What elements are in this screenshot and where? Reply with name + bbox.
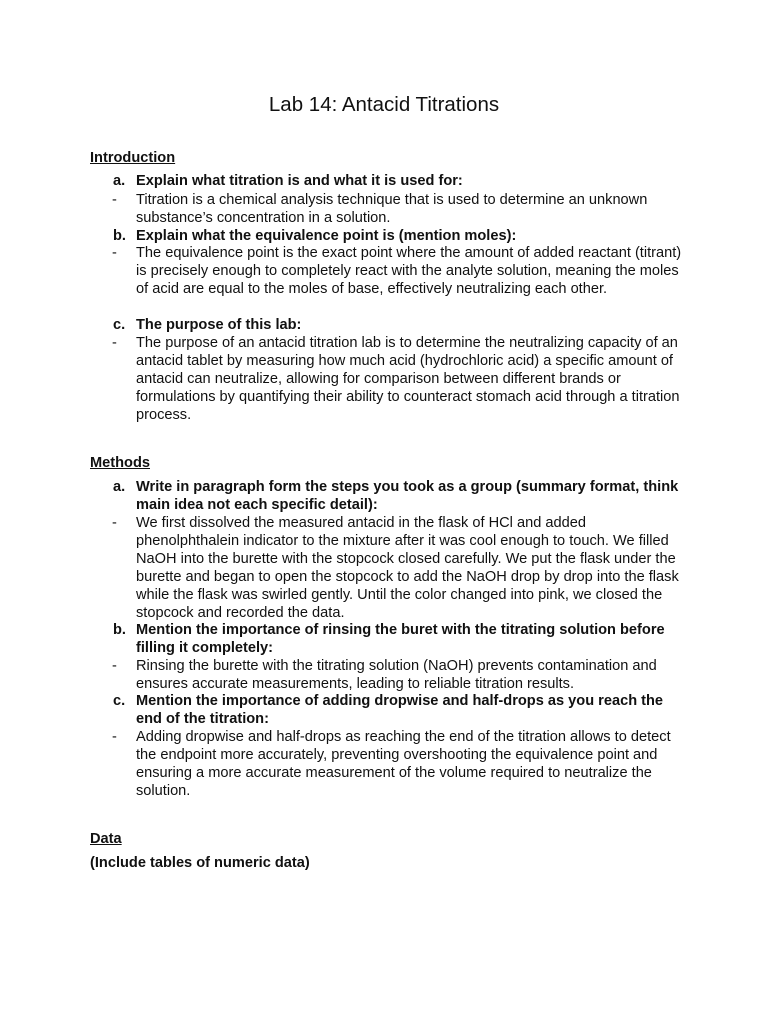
answer-text: The purpose of an antacid titration lab is to determine the neutralizing capacity of an antacid tablet by measuring how much acid (hydrochloric acid) a specific amount of antacid can neutralize, allowing for comparison between different brands or formulations by quantifying their ability to counteract stomach acid through a titration process.	[136, 335, 680, 423]
question-text: Mention the importance of adding dropwise and half-drops as you reach the end of the titration:	[136, 693, 664, 727]
bullet-dash: -	[112, 515, 117, 531]
answer-item	[90, 658, 690, 694]
section-heading-introduction: Introduction	[90, 150, 176, 166]
data-note: (Include tables of numeric data)	[90, 855, 310, 871]
list-marker: a.	[113, 173, 126, 189]
answer-item	[90, 729, 690, 801]
question-item	[90, 622, 690, 658]
question-text: The purpose of this lab:	[136, 317, 302, 333]
answer-item	[90, 335, 690, 425]
question-item	[90, 228, 690, 246]
list-marker: a.	[113, 479, 126, 495]
section-heading-methods: Methods	[90, 455, 150, 471]
answer-text: The equivalence point is the exact point where the amount of added reactant (titrant) is precisely enough to completely react with the analyte solution, meaning the moles of acid are equal to the moles of base, effectively neutralizing each other.	[136, 245, 682, 297]
answer-item	[90, 245, 690, 299]
answer-text: Titration is a chemical analysis technique that is used to determine an unknown substance’s concentration in a solution.	[136, 192, 648, 226]
question-item	[90, 479, 690, 515]
list-marker: c.	[113, 317, 126, 333]
answer-text: Rinsing the burette with the titrating solution (NaOH) prevents contamination and ensures accurate measurements, leading to reliable titration results.	[136, 658, 657, 692]
bullet-dash: -	[112, 192, 117, 208]
bullet-dash: -	[112, 729, 117, 745]
bullet-dash: -	[112, 245, 117, 261]
list-marker: b.	[113, 622, 126, 638]
page-title: Lab 14: Antacid Titrations	[268, 93, 500, 116]
question-text: Mention the importance of rinsing the buret with the titrating solution before filling it completely:	[136, 622, 665, 656]
question-item	[90, 173, 690, 191]
answer-text: Adding dropwise and half-drops as reaching the end of the titration allows to detect the endpoint more accurately, preventing overshooting the equivalence point and ensuring a more accurate measurement of the volume required to neutralize the solution.	[136, 729, 671, 799]
question-text: Explain what the equivalence point is (mention moles):	[136, 228, 517, 244]
question-text: Explain what titration is and what it is used for:	[136, 173, 463, 189]
question-text: Write in paragraph form the steps you took as a group (summary format, think main idea not each specific detail):	[136, 479, 679, 513]
question-item	[90, 317, 690, 335]
list-marker: c.	[113, 693, 126, 709]
list-marker: b.	[113, 228, 126, 244]
answer-text: We first dissolved the measured antacid in the flask of HCl and added phenolphthalein indicator to the mixture after it was cool enough to touch. We filled NaOH into the burette with the stopcock closed carefully. We put the flask under the burette and began to open the stopcock to add the NaOH drop by drop into the flask while the flask was swirled gently. Until the color changed into pink, we closed the stopcock and recorded the data.	[136, 515, 679, 621]
answer-item	[90, 515, 690, 622]
section-heading-data: Data	[90, 831, 122, 847]
bullet-dash: -	[112, 658, 117, 674]
answer-item	[90, 192, 690, 228]
bullet-dash: -	[112, 335, 117, 351]
question-item	[90, 693, 690, 729]
